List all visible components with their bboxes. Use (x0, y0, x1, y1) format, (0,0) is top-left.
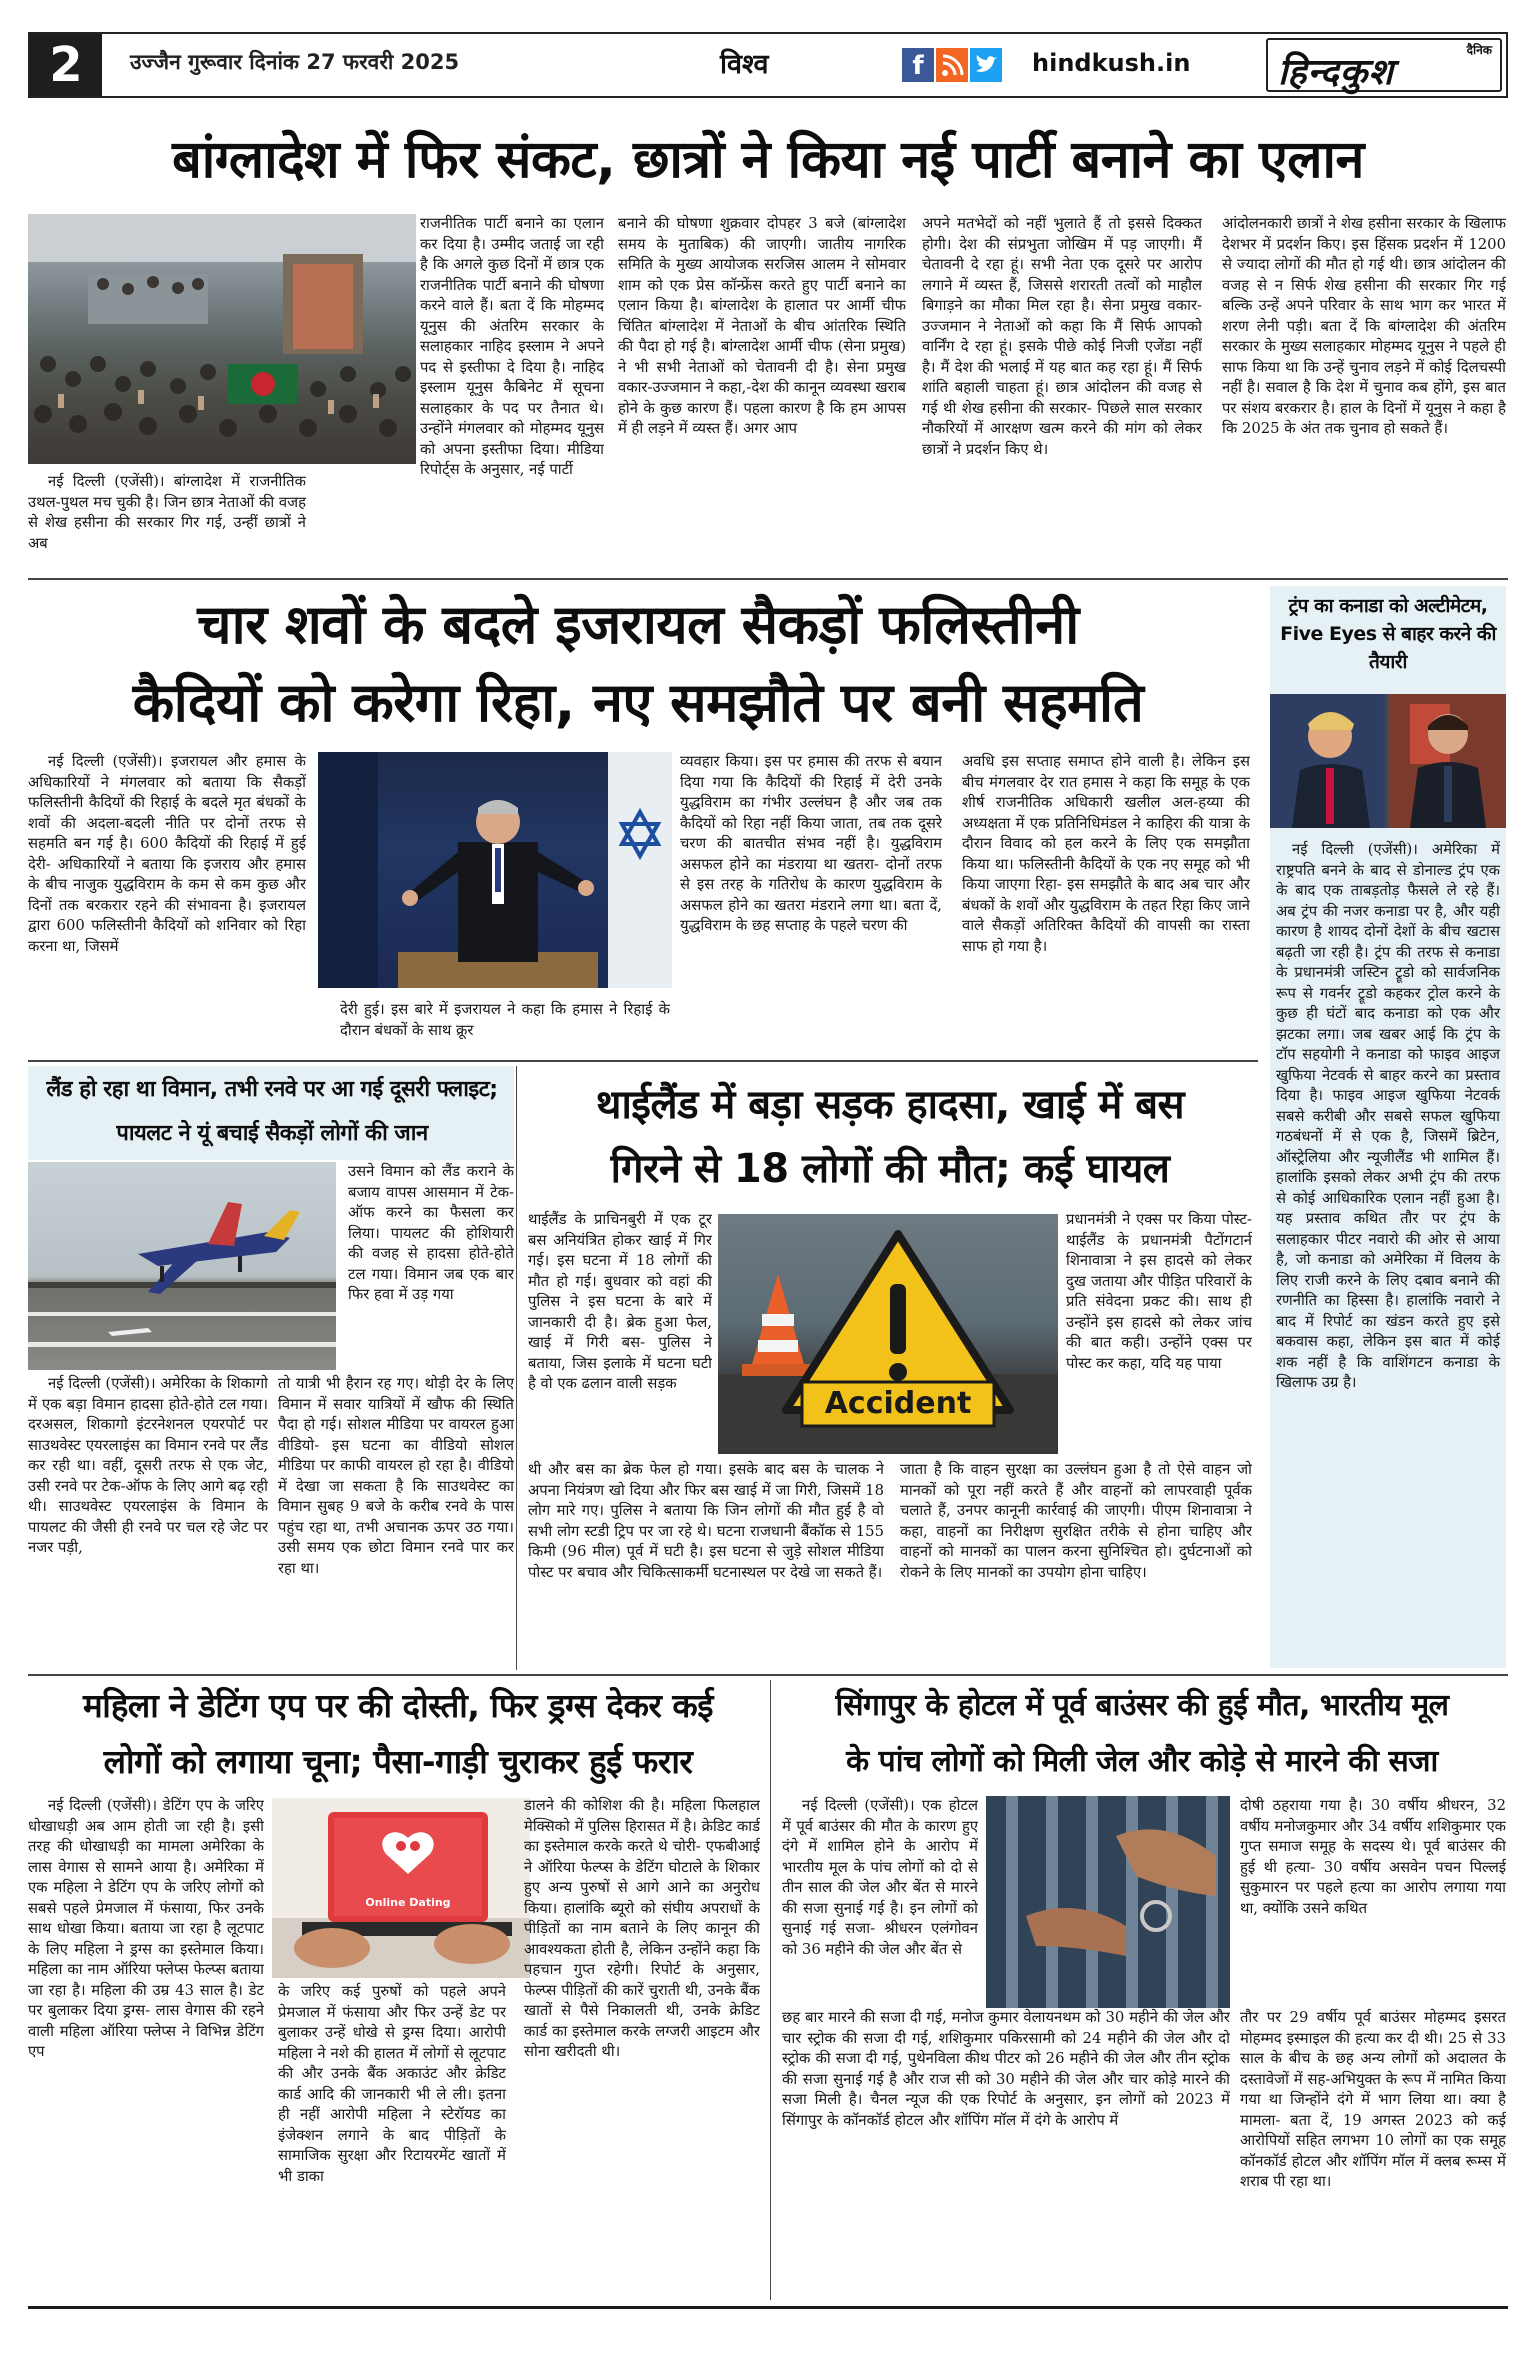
accident-sign-photo (718, 1214, 1058, 1454)
story3-col2: तो यात्री भी हैरान रह गए। थोड़ी देर के लिए विमान में सवार यात्रियों में खौफ की स्थिति पैदा हो गई। सोशल मीडिया पर वायरल हुआ वीडियो- इस घटना का वीडियो सोशल मीडिया पर काफी वायरल हो रहा है। वीडियो में देखा जा सकता है कि साउथवेस्ट का विमान सुबह 9 बजे के करीब रनवे के पास पहुंच रहा था, तभी अचानक ऊपर उठ गया। उसी समय एक छोटा विमान रनवे पार कर रहा था। (278, 1375, 514, 1577)
story5-headline-line1: महिला ने डेटिंग एप पर की दोस्ती, फिर ड्रग्स देकर कई (83, 1686, 713, 1725)
jail-bars-photo (986, 1796, 1230, 2008)
story2-col3: व्यवहार किया। इस पर हमास की तरफ से बयान दिया गया कि कैदियों की रिहाई में देरी उनके युद्धविराम का गंभीर उल्लंघन है और जब तक कैदियों को रिहा नहीं किया जाता, तब तक दूसरे चरण की बातचीत संभव नहीं है। युद्धविराम असफल होने का मंडराया था खतरा- दोनों तरफ से इस तरह के गतिरोध के कारण युद्धविराम के असफल होने का खतरा मंडराने लगा था। बता दें, युद्धविराम के छह सप्ताह के पहले चरण की (680, 753, 942, 934)
story4-full-width: थी और बस का ब्रेक फेल हो गया। इसके बाद बस के चालक ने अपना नियंत्रण खो दिया और फिर बस खाई में जा गिरी, जिसमें 18 लोग मारे गए। पुलिस ने बताया कि जिन लोगों की मौत हुई है वो सभी लोग स्टडी ट्रिप पर जा रहे थे। घटना राजधानी बैंकॉक से 155 किमी (96 मील) पूर्व में घटी है। इस घटना से जुड़े सोशल मीडिया पोस्ट पर बचाव और चिकित्साकर्मी घटनास्थल पर देखे जा सकते हैं। (528, 1461, 884, 1581)
sidebar-box (1270, 586, 1506, 1668)
dateline: उज्जैन गुरूवार दिनांक 27 फरवरी 2025 (130, 50, 460, 74)
online-dating-text: Online Dating (365, 1896, 451, 1909)
story3-headline: लैंड हो रहा था विमान, तभी रनवे पर आ गई दूसरी फ्लाइट; पायलट ने यूं बचाई सैकड़ों लोगों की जान (46, 1077, 498, 1146)
divider-line (516, 1066, 517, 1670)
story2-headline-line1: चार शवों के बदले इजरायल सैकड़ों फलिस्तीनी (197, 593, 1079, 656)
divider-line (28, 1674, 1508, 1676)
story1-headline: बांग्लादेश में फिर संकट, छात्रों ने किया नई पार्टी बनाने का एलान (172, 130, 1364, 190)
divider-line (28, 1060, 1258, 1062)
story6-full-width: छह बार मारने की सजा दी गई, मनोज कुमार वेलायनथम को 30 महीने की जेल और चार स्ट्रोक की सजा दी गई, शशिकुमार पकिरसामी को 24 महीने की जेल और दो स्ट्रोक की सजा दी गई, पुथेनविला कीथ पीटर को 26 महीने की जेल और तीन स्ट्रोक की सजा सुनाई गई है और राज सी को 30 महीने की जेल और चार कोड़े मारने की सजा मिली है। चैनल न्यूज की एक रिपोर्ट के अनुसार, इन लोगों को 2023 में सिंगापुर के कॉनकॉर्ड होटल और शॉपिंग मॉल में दंगे के आरोप में (782, 2009, 1230, 2129)
airplane-runway-photo (28, 1162, 336, 1370)
story5-headline-line2: लोगों को लगाया चूना; पैसा-गाड़ी चुराकर हुई फरार (103, 1742, 693, 1781)
page-number: 2 (30, 34, 102, 96)
trump-trudeau-photo (1270, 694, 1506, 828)
online-dating-photo (272, 1798, 530, 1978)
story6-col3: तौर पर 29 वर्षीय पूर्व बाउंसर मोहम्मद इसरत मोहम्मद इस्माइल की हत्या कर दी थी। 25 से 33 साल के बीच के छह अन्य लोगों को अदालत के दस्तावेजों में सह-अभियुक्त के रूप में नामित किया गया था जिन्होंने दंगे में भाग लिया था। क्या है मामला- बता दें, 19 अगस्त 2023 को कई आरोपियों सहित लगभग 10 लोगों का एक समूह कॉनकॉर्ड होटल और शॉपिंग मॉल में क्लब रूम्स में शराब पी रहा था। (1240, 2009, 1506, 2190)
rss-icon[interactable] (936, 48, 968, 82)
twitter-icon[interactable] (970, 48, 1002, 82)
logo (1266, 38, 1502, 92)
masthead (28, 32, 1508, 98)
story2-col1: नई दिल्ली (एजेंसी)। इजरायल और हमास के अधिकारियों ने मंगलवार को बताया कि सैकड़ों फलिस्तीनी कैदियों की रिहाई के बदले मृत बंधकों के शवों की अदला-बदली नीति पर दोनों तरफ से सहमति बन गई है। 600 कैदियों की रिहाई में हुई देरी- अधिकारियों ने बताया कि इजराय और हमास के बीच नाजुक युद्धविराम के कम से कम कुछ और दिनों तक बरकरार रहने की संभावना है। इजरायल द्वारा 600 फलिस्तीनी कैदियों को शनिवार को रिहा करना था, जिसमें (28, 753, 306, 955)
website-link[interactable]: hindkush.in (1032, 49, 1191, 77)
story3-beside-photo: उसने विमान को लैंड कराने के बजाय वापस आसमान में टेक-ऑफ करने का फैसला कर लिया। पायलट की होशियारी की वजह से हादसा होते-होते टल गया। विमान जब एक बार फिर हवा में उड़ गया (348, 1163, 514, 1303)
divider-line (770, 1680, 771, 2300)
divider-line (28, 578, 1508, 580)
story6-headline-line1: सिंगापुर के होटल में पूर्व बाउंसर की हुई मौत, भारतीय मूल (835, 1688, 1449, 1723)
logo-small-text: दैनिक (1466, 43, 1492, 57)
story3-col1: नई दिल्ली (एजेंसी)। अमेरिका के शिकागो में एक बड़ा विमान हादसा होते-होते टल गया। दरअसल, शिकागो इंटरनेशनल एयरपोर्ट पर साउथवेस्ट एयरलाइंस का विमान रनवे पर लैंड कर रही था। वहीं, दूसरी तरफ से एक जेट, उसी रनवे पर टेक-ऑफ के लिए आगे बढ़ रही थी। साउथवेस्ट एयरलाइंस के विमान के पायलट की जैसी ही रनवे पर चल रहे जेट पर नजर पड़ी, (28, 1375, 268, 1556)
story1-col4: अपने मतभेदों को नहीं भुलाते हैं तो इससे दिक्कत होगी। देश की संप्रभुता जोखिम में पड़ जाएगी। मैं चेतावनी दे रहा हूं। सभी नेता एक दूसरे पर आरोप लगाने में व्यस्त हैं, जिससे शरारती तत्वों को माहौल बिगाड़ने का मौका मिल रहा है। सेना प्रमुख वकार-उज्जमान ने नेताओं को कहा कि मैं सिर्फ आपको वार्निंग दे रहा हूं। इसके पीछे कोई निजी एजेंडा नहीं है। मैं देश की भलाई में यह बात कह रहा हूं। मैं सिर्फ शांति बहाली चाहता हूं। छात्र आंदोलन की वजह से गई थी शेख हसीना की सरकार- पिछले साल सरकार नौकरियों में आरक्षण खत्म करने की मांग को लेकर छात्रों ने प्रदर्शन किए थे। (922, 215, 1202, 458)
story1-col5: आंदोलनकारी छात्रों ने शेख हसीना सरकार के खिलाफ देशभर में प्रदर्शन किए। इस हिंसक प्रदर्शन में 1200 से ज्यादा लोगों की मौत हो गई थी। छात्र आंदोलन की वजह से न सिर्फ शेख हसीना की सरकार गिर गई बल्कि उन्हें अपने परिवार के साथ भाग कर भारत में शरण लेनी पड़ी। बता दें कि बांग्लादेश की अंतरिम सरकार के मुख्य सलाहकार मोहम्मद यूनुस ने पहले ही साफ किया था कि उन्हें चुनाव लड़ने में कोई दिलचस्पी नहीं है। सवाल है कि देश में चुनाव कब होंगे, इस बात पर संशय बरकरार है। हाल के दिनों में यूनुस ने कहा है कि 2025 के अंत तक चुनाव हो सकते हैं। (1222, 215, 1506, 437)
story5-col3: डालने की कोशिश की है। महिला फिलहाल मेक्सिको में पुलिस हिरासत में है। क्रेडिट कार्ड का इस्तेमाल करके करते थे चोरी- एफबीआई ने ऑरिया फेल्प्स के डेटिंग घोटाले के शिकार हुए अन्य पुरुषों से आगे आने का अनुरोध किया। हालांकि ब्यूरो को संघीय अपराधों के पीड़ितों का नाम बताने के लिए कानून की आवश्यकता होती है, लेकिन उन्होंने कहा कि पहचान गुप्त रहेगी। रिपोर्ट के अनुसार, फेल्प्स पीड़ितों की कारें चुराती थी, उनके बैंक खातों से पैसे निकालती थी, उनके क्रेडिट कार्ड का इस्तेमाल करके लग्जरी आइटम और सोना खरीदती थी। (524, 1797, 760, 2060)
story4-col3: जाता है कि वाहन सुरक्षा का उल्लंघन हुआ है तो ऐसे वाहन जो मानकों को पूरा नहीं करते हैं और वाहनों को लापरवाही पूर्वक चलाते हैं, उनपर कानूनी कार्रवाई की जाएगी। पीएम शिनावात्रा ने कहा, वाहनों का निरीक्षण सुरक्षित तरीके से होना चाहिए और वाहनों को मानकों का पालन करना सुनिश्चित हो। दुर्घटनाओं को रोकने के लिए मानकों का उपयोग होना चाहिए। (900, 1461, 1252, 1581)
story6-col2: दोषी ठहराया गया है। 30 वर्षीय श्रीधरन, 32 वर्षीय मनोजकुमार और 34 वर्षीय शशिकुमार एक गुप्त समाज समूह के सदस्य थे। पूर्व बाउंसर की हुई थी हत्या- 30 वर्षीय असवेन पचन पिल्लई सुकुमारन पर पहले हत्या का आरोप लगाया गया था, क्योंकि उसने कथित (1240, 1797, 1506, 1917)
section-label: विश्व (720, 49, 769, 80)
divider-line (28, 2306, 1508, 2309)
accident-sign-text: Accident (824, 1386, 972, 1421)
story5-col1: नई दिल्ली (एजेंसी)। डेटिंग एप के जरिए धोखाधड़ी अब आम होती जा रही है। इसी तरह की धोखाधड़ी का मामला अमेरिका के लास वेगास से सामने आया है। अमेरिका में एक महिला ने डेटिंग एप के जरिए लोगों को सबसे पहले प्रेमजाल में फंसाया, फिर उनके साथ धोखा किया। बताया जा रहा है लूटपाट के लिए महिला ने ड्रग्स का इस्तेमाल किया। महिला का नाम ऑरिया फ्लेप्स फेल्प्स बताया जा रहा है। महिला की उम्र 43 साल है। डेट पर बुलाकर दिया ड्रग्स- लास वेगास की रहने वाली महिला ऑरिया फ्लेप्स ने विभिन्न डेटिंग एप (28, 1797, 264, 2060)
story4-headline-line2: गिरने से 18 लोगों की मौत; कई घायल (610, 1146, 1170, 1192)
story4-col1: थाईलैंड के प्राचिनबुरी में एक टूर बस अनियंत्रित होकर खाई में गिर गई। इस घटना में 18 लोगों की मौत हो गई। बुधवार को वहां की पुलिस ने इस घटना के बारे में जानकारी दी है। ब्रेक हुआ फेल, खाई में गिरी बस- पुलिस ने बताया, जिस इलाके में घटना घटी है वो एक ढलान वाली सड़क (528, 1211, 712, 1392)
social-icons (902, 48, 1002, 84)
sidebar-body: नई दिल्ली (एजेंसी)। अमेरिका में राष्ट्रपति बनने के बाद से डोनाल्ड ट्रंप एक के बाद एक ताबड़तोड़ फैसले ले रहे हैं। अब ट्रंप की नजर कनाडा पर है, और यही कारण है शायद दोनों देशों के बीच खटास बढ़ती जा रही है। ट्रंप की तरफ से कनाडा के प्रधानमंत्री जस्टिन ट्रूडो को सार्वजनिक रूप से गवर्नर ट्रूडो कहकर ट्रोल करने के कुछ ही घंटों बाद कनाडा को एक और झटका लगा। जब खबर आई कि ट्रंप के टॉप सहयोगी ने कनाडा को फाइव आइज खुफिया नेटवर्क से बाहर करने का प्रस्ताव दिया है। फाइव आइज खुफिया नेटवर्क सबसे करीबी और सबसे सफल खुफिया गठबंधनों में से एक है, जिसमें ब्रिटेन, ऑस्ट्रेलिया और न्यूजीलैंड भी शामिल हैं। हालांकि इसको लेकर अभी ट्रंप की तरफ से कोई आधिकारिक एलान नहीं हुआ है। यह प्रस्ताव कथित तौर पर ट्रंप के सलाहकार पीटर नवारो की ओर से आया है, जो कनाडा को अमेरिका में विलय के लिए राजी करने के लिए दबाव बनाने की रणनीति का हिस्सा है। हालांकि नवारो ने बाद में रिपोर्ट का खंडन करते हुए इसे बकवास कहा, लेकिन इस बात में कोई शक नहीं है कि वाशिंगटन कनाडा के खिलाफ उग्र है। (1276, 841, 1500, 1391)
story1-col2: राजनीतिक पार्टी बनाने का एलान कर दिया है। उम्मीद जताई जा रही है कि अगले कुछ दिनों में छात्र एक राजनीतिक पार्टी बनाने की घोषणा करने वाले हैं। बता दें कि मोहम्मद यूनुस की अंतरिम सरकार के सलाहकार नाहिद इस्लाम ने अपने पद से इस्तीफा दे दिया है। नाहिद इस्लाम यूनुस कैबिनेट में सूचना सलाहकार के पद पर तैनात थे। उन्होंने मंगलवार को मोहम्मद यूनुस को अपना इस्तीफा दिया। मीडिया रिपोर्ट्स के अनुसार, नई पार्टी (420, 215, 604, 478)
story2-headline-line2: कैदियों को करेगा रिहा, नए समझौते पर बनी सहमति (132, 671, 1144, 734)
story6-col1: नई दिल्ली (एजेंसी)। एक होटल में पूर्व बाउंसर की मौत के कारण हुए दंगे में शामिल होने के आरोप में भारतीय मूल के पांच लोगों को दो से तीन साल की जेल और बेंत से मारने की सजा सुनाई गई है। इन लोगों को सुनाई गई सजा- श्रीधरन एलंगोवन को 36 महीने की जेल और बेंत से (782, 1797, 978, 1958)
story1-col3: बनाने की घोषणा शुक्रवार दोपहर 3 बजे (बांग्लादेश समय के मुताबिक) की जाएगी। जातीय नागरिक समिति के मुख्य आयोजक सरजिस आलम ने सोमवार शाम को एक प्रेस कॉन्फ्रेंस करते हुए पार्टी बनाने का एलान किया है। बांग्लादेश के हालात पर आर्मी चीफ चिंतित बांग्लादेश में नेताओं के बीच आंतरिक स्थिति की पैदा हो गई है। बांग्लादेश आर्मी चीफ (सेना प्रमुख) ने भी सभी नेताओं को चेतावनी दी है। सेना प्रमुख वकार-उज्जमान ने कहा,-देश की कानून व्यवस्था खराब होने के कुछ कारण हैं। पहला कारण है कि हम आपस में ही लड़ने में व्यस्त हैं। अगर आप (618, 215, 906, 437)
story2-col2: देरी हुई। इस बारे में इजरायल ने कहा कि हमास ने रिहाई के दौरान बंधकों के साथ क्रूर (340, 1001, 670, 1039)
story1-col1: नई दिल्ली (एजेंसी)। बांग्लादेश में राजनीतिक उथल-पुथल मच चुकी है। जिन छात्र नेताओं की वजह से शेख हसीना की सरकार गिर गई, उन्हीं छात्रों ने अब (28, 473, 306, 552)
sidebar-headline: ट्रंप का कनाडा को अल्टीमेटम, Five Eyes से बाहर करने की तैयारी (1280, 595, 1496, 673)
story4-col2: प्रधानमंत्री ने एक्स पर किया पोस्ट- थाईलैंड के प्रधानमंत्री पैटोंगटार्न शिनावात्रा ने इस हादसे को लेकर दुख जताया और पीड़ित परिवारों के प्रति संवेदना प्रकट की। साथ ही उन्होंने इस हादसे को लेकर जांच की बात कही। उन्होंने एक्स पर पोस्ट कर कहा, यदि यह पाया (1066, 1211, 1252, 1372)
facebook-icon[interactable]: f (902, 48, 934, 82)
story4-headline-line1: थाईलैंड में बड़ा सड़क हादसा, खाई में बस (595, 1082, 1185, 1128)
bangladesh-protest-photo (28, 214, 416, 464)
netanyahu-photo (318, 752, 672, 988)
story2-col4: अवधि इस सप्ताह समाप्त होने वाली है। लेकिन इस बीच मंगलवार देर रात हमास ने कहा कि समूह के एक शीर्ष राजनीतिक अधिकारी खलील अल-हय्या की अध्यक्षता में एक प्रतिनिधिमंडल ने काहिरा की यात्रा के दौरान विवाद को हल करने के लिए एक समझौता किया था। फलिस्तीनी कैदियों के एक नए समूह को भी किया जाएगा रिहा- इस समझौते के बाद अब चार और बंधकों के शवों और युद्धविराम के तहत रिहा किए जाने वाले सैकड़ों अतिरिक्त कैदियों की वापसी का रास्ता साफ हो गया है। (962, 753, 1250, 955)
story6-headline-line2: के पांच लोगों को मिली जेल और कोड़े से मारने की सजा (846, 1744, 1438, 1779)
story5-col2: के जरिए कई पुरुषों को पहले अपने प्रेमजाल में फंसाया और फिर उन्हें डेट पर बुलाकर उन्हें धोखे से ड्रग्स दिया। आरोपी महिला ने नशे की हालत में लोगों से लूटपाट की और उनके बैंक अकाउंट और क्रेडिट कार्ड आदि की जानकारी भी ले ली। इतना ही नहीं आरोपी महिला ने स्टेरॉयड का इंजेक्शन लगाने के बाद पीड़ितों के सामाजिक सुरक्षा और रिटायरमेंट खातों में भी डाका (278, 1983, 506, 2185)
logo-text: हिन्दकुश (1278, 52, 1394, 93)
